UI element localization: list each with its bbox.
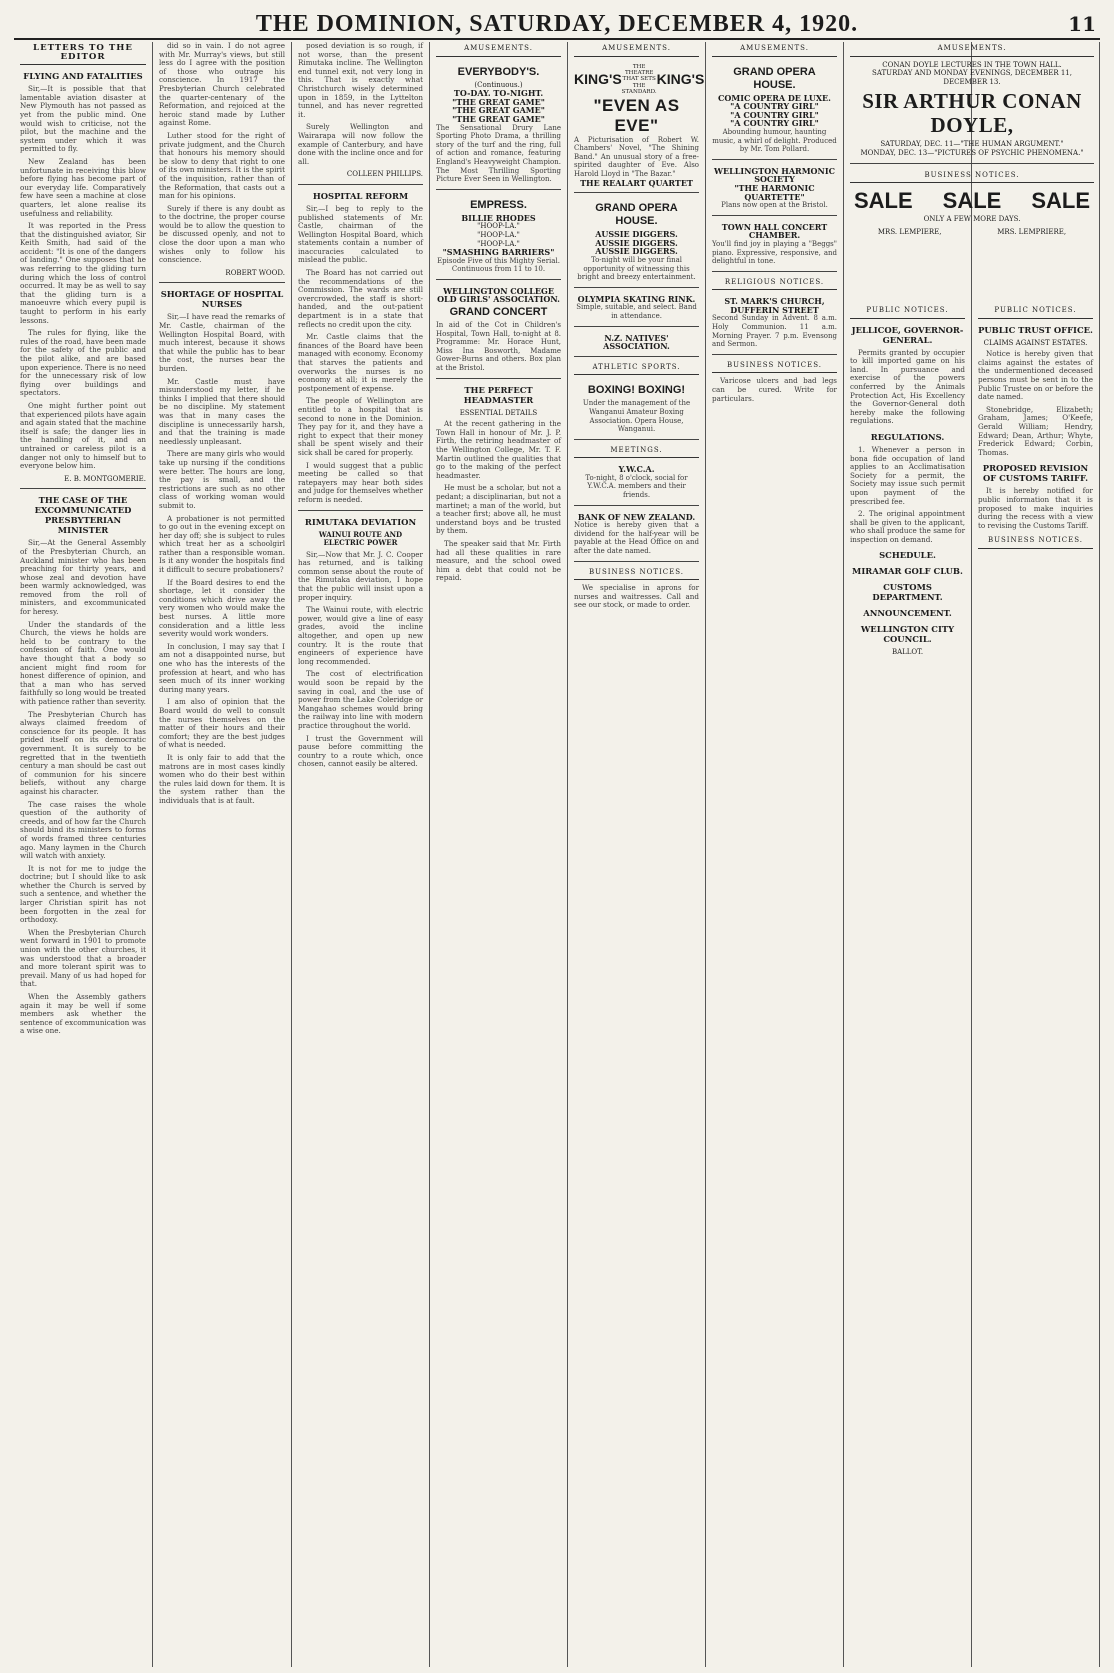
notice-trust-sub: CLAIMS AGAINST ESTATES. [983, 338, 1088, 347]
section-public-notices: PUBLIC NOTICES. [850, 304, 965, 319]
divider [850, 163, 1094, 164]
concert-name: GRAND CONCERT [449, 306, 548, 319]
feature-title: AUSSIE DIGGERS. [595, 237, 678, 248]
feature-title: AUSSIE DIGGERS. [595, 246, 678, 257]
notice-regulations: REGULATIONS. [870, 431, 945, 442]
play-title: "A COUNTRY GIRL" [730, 109, 819, 120]
rink-name: OLYMPIA SKATING RINK. [577, 293, 696, 304]
column-letters-2 [153, 42, 292, 1667]
sale-tagline: ONLY A FEW MORE DAYS. [923, 215, 1021, 224]
headline-headmaster: THE PERFECT HEADMASTER [463, 384, 534, 405]
feature-subtitle: COMIC OPERA DE LUXE. [718, 92, 831, 103]
column-notices-2 [972, 42, 1100, 1667]
column-amusements-2 [568, 42, 706, 1667]
section-religious: RELIGIOUS NOTICES. [712, 276, 837, 291]
sale-banner [850, 187, 1094, 215]
masthead [14, 8, 1100, 40]
ad-copy: Abounding humour, haunting music, a whirl of delight. Produced by Mr. Tom Pollard. [712, 127, 837, 154]
masthead-title: THE DOMINION, SATURDAY, DECEMBER 4, 1920. [255, 11, 859, 37]
feature-star: BILLIE RHODES [461, 212, 536, 223]
shop-name: MRS. LEMPIERE, [877, 227, 942, 236]
section-letters: LETTERS TO THE EDITOR [20, 42, 146, 65]
notice-council: WELLINGTON CITY COUNCIL. [860, 624, 955, 645]
ad-everybodys [436, 61, 561, 190]
signature-letter3: COLLEEN PHILLIPS. [346, 170, 423, 179]
columns [14, 42, 1100, 1667]
subhead-headmaster: ESSENTIAL DETAILS [459, 408, 538, 417]
ad-empress [436, 194, 561, 280]
column-amusements-1 [430, 42, 568, 1667]
ad-harmonic [712, 164, 837, 216]
hall-name: TOWN HALL CONCERT CHAMBER. [721, 221, 828, 241]
notice-trust: PUBLIC TRUST OFFICE. [978, 324, 1093, 335]
ad-copy: Second Sunday in Advent. 8 a.m. Holy Communion. 11 a.m. Morning Prayer. 7 p.m. Evensong and Sermon. [712, 314, 837, 349]
play-title: "A COUNTRY GIRL" [730, 101, 819, 112]
notice-tariff: PROPOSED REVISION OF CUSTOMS TARIFF. [982, 463, 1089, 484]
feature-title: "THE GREAT GAME" [452, 113, 545, 124]
kings-banner [574, 63, 705, 96]
headline-presbyterian: THE CASE OF THE EXCOMMUNICATED PRESBYTERIAN MINISTER [34, 495, 132, 536]
section-amusements: AMUSEMENTS. [850, 42, 1094, 57]
column-letters-3 [292, 42, 430, 1667]
ad-copy: Plans now open at the Bristol. [721, 201, 828, 210]
ywca-title: Y.W.C.A. [618, 464, 655, 475]
feature-title: "HOOP-LA." [477, 230, 520, 239]
sale-word: SALE [942, 188, 1002, 214]
ad-copy: Episode Five of this Mighty Serial. Continuous from 11 to 10. [437, 256, 560, 274]
divider [159, 282, 285, 283]
bank-title: BANK OF NEW ZEALAND. [577, 511, 696, 522]
conan-saturday: SATURDAY, DEC. 11—"THE HUMAN ARGUMENT." [880, 140, 1064, 149]
headline-hospital-reform: HOSPITAL REFORM [312, 190, 409, 201]
notice-ballot: BALLOT. [891, 648, 924, 657]
subhead-rimutaka: WAINUI ROUTE AND ELECTRIC POWER [318, 529, 403, 548]
quartette-name: "THE HARMONIC QUARTETTE" [734, 182, 815, 202]
sale-word: SALE [854, 188, 913, 214]
play-title: "A COUNTRY GIRL" [730, 118, 819, 129]
ad-opera-house [574, 197, 699, 288]
notice-schedule: SCHEDULE. [879, 550, 936, 561]
venue-name: GRAND OPERA HOUSE. [733, 65, 816, 91]
letter-continued-body: did so in vain. I do not agree with Mr. Murray's views, but still less do I agree with the position of those who outrage his conscience. In 1917 the Presbyterian Church celebrated the quarter-centenary of the Reformation, and rejoiced at the heroic stand made by Luther against Rome. Luther stood for the right of private judgment, and the Church that honours his memory should be slow to deny that right to one of its own ministers. It is the spirit of the inquisition, rather than of the Reformation, that casts out a man for his opinions. Surely if there is any doubt as to the doctrine, the proper course would be to allow the question to be discussed openly, and not to close the door upon a man who wishes only to follow his conscience. [159, 42, 285, 265]
ad-college-concert [436, 284, 561, 379]
association-name: WELLINGTON COLLEGE OLD GIRLS' ASSOCIATION. [437, 285, 560, 305]
signature-letter2: ROBERT WOOD. [225, 268, 285, 277]
kings-left: KING'S [574, 71, 622, 88]
ad-band [574, 331, 699, 357]
ad-copy: Simple, suitable, and select. Band in attendance. [576, 303, 697, 320]
notice-governor: JELLICOE, GOVERNOR-GENERAL. [851, 324, 964, 345]
theatre-tagline: (Continuous.) [474, 80, 523, 89]
divider [298, 510, 423, 511]
ad-church [712, 294, 837, 355]
shop-name: MRS. LEMPRIERE, [997, 227, 1067, 236]
notice-governor-body: Permits granted by occupier to kill imported game on his land. In pursuance and exercise of the powers conferred by the Animals Protection Act, His Excellency the Governor-General doth hereby make the following regulations. [850, 347, 965, 426]
theatre-name: EVERYBODY'S. [457, 65, 540, 78]
sale-word: SALE [1031, 188, 1090, 214]
conan-top: CONAN DOYLE LECTURES IN THE TOWN HALL. [882, 60, 1062, 69]
band-name: N.Z. NATIVES' ASSOCIATION. [603, 332, 670, 352]
venue-name: GRAND OPERA HOUSE. [595, 202, 678, 228]
letter-nurses-body: Sir,—I have read the remarks of Mr. Castle, chairman of the Wellington Hospital Board, with much interest, because it shows that while the public has to bear the cost, the nurses bear the burden. Mr. Castle must have misunderstood my letter, if he thinks I implied that there should be no discipline. My statement was that in many cases the discipline is unnecessarily harsh, and that the training is made needlessly unpleasant. There are many girls who would take up nursing if the conditions were better. The hours are long, the pay is small, and the restrictions are such as no other class of working woman would submit to. A probationer is not permitted to go out in the evening except on her day off; she is subject to rules which treat her as a schoolgirl rather than a responsible woman. Is it any wonder the hospitals find it difficult to secure probationers? If the Board desires to end the shortage, let it consider the conditions which drive away the very women who would make the best nurses. A little more consideration and a little less severity would work wonders. In conclusion, I may say that I am not a disappointed nurse, but one who has the interests of the profession at heart, and who has seen much of its inner working during many years. I am also of opinion that the Board would do well to consult the nurses themselves on the matter of their hours and their comfort; they are the best judges of what is needed. It is only fair to add that the matrons are in most cases kindly women who do their best within the rules laid down for them. It is the system rather than the individuals that is at fault. [159, 312, 285, 805]
church-name: ST. MARK'S CHURCH, DUFFERIN STREET [724, 296, 825, 315]
kings-right: KING'S [656, 71, 705, 88]
kings-tagline: THE THEATRE THAT SETS THE STANDARD. [621, 63, 657, 96]
ad-copy: To-night will be your final opportunity of witnessing this bright and breezy entertainment. [577, 255, 696, 282]
ad-skating [574, 292, 699, 327]
letter-presbyterian-body: Sir,—At the General Assembly of the Presbyterian Church, an Auckland minister who has been preaching for thirty years, and whose zeal and devotion have been warmly acknowledged, was removed from the roll of ministers, and excommunicated for heresy. Under the standards of the Church, the views he holds are held to be contrary to the confession of faith. One would have thought that a body so ancient might find room for honest difference of opinion, and that a man who has served faithfully so long would be treated with patience rather than severity. The Presbyterian Church has always claimed freedom of conscience for its people. It has prided itself on its democratic government. It is surely to be regretted that in the twentieth century a man should be cast out of communion for his sincere beliefs, without any charge against his character. The case raises the whole question of the authority of creeds, and of how far the Church should bind its ministers to forms of words framed three centuries ago. Many laymen in the Church will watch with anxiety. It is not for me to judge the doctrine; but I should like to ask whether the Church is served by such a sentence, and whether the larger Christian spirit has not been forgotten in the zeal for orthodoxy. When the Presbyterian Church went forward in 1901 to promote union with the other churches, it was understood that a broader and more tolerant spirit was to prevail. Many of us had hoped for that. When the Assembly gathers again it may be well if some members ask whether the sentence of excommunication was a wise one. [20, 538, 146, 1036]
letter-flying-body: Sir,—It is possible that that lamentable aviation disaster at New Plymouth has not passed as yet from the public mind. One would wish to criticise, not the pilot, but the machine and the system under which it was permitted to fly. New Zealand has been unfortunate in receiving this blow before flying has become part of our everyday life. Comparatively few have seen a machine at close quarters, let alone realise its usefulness and reliability. It was reported in the Press that the distinguished aviator, Sir Keith Smith, had said of the accident: "It is one of the dangers of landing." One supposes that he was referring to the gliding turn during which the loss of control occurred. It may be as well to say that the gliding turn is a manoeuvre which every pupil is taught to perform in his early lessons. The rules for flying, like the rules of the road, have been made for the safety of the public and the pilot alike, and are based upon experience. There is no need for the unnecessary risk of low flying over buildings and spectators. One might further point out that experienced pilots have again and again stated that the machine itself is safe; the danger lies in the handling of it, and an untrained or careless pilot is a danger not only to himself but to everyone below him. [20, 84, 146, 471]
notice-golf: MIRAMAR GOLF CLUB. [852, 566, 963, 577]
letter-hospital-body: Sir,—I beg to reply to the published statements of Mr. Castle, chairman of the Wellington Hospital Board, which statements contain a number of inaccuracies calculated to mislead the public. The Board has not carried out the recommendations of the Commission. The wards are still overcrowded, the staff is short-handed, and the out-patient department is in a state that reflects no credit upon the city. Mr. Castle claims that the finances of the Board have been managed with economy. Economy that starves the patients and overworks the nurses is no economy at all; it is merely the postponement of expense. The people of Wellington are entitled to a hospital that is second to none in the Dominion. They pay for it, and they have a right to expect that their money shall be spent wisely and their sick shall be cared for properly. I would suggest that a public meeting be called so that ratepayers may hear both sides and judge for themselves whether reform is needed. [298, 203, 423, 504]
page-number: 11 [1068, 12, 1096, 36]
ad-copy: Under the management of the Wanganui Amateur Boxing Association. Opera House, Wanganui. [582, 399, 691, 434]
headline-flying: FLYING AND FATALITIES [23, 71, 143, 82]
ad-copy: In aid of the Cot in Children's Hospital, Town Hall, to-night at 8. Programme: Mr. Horace Hunt, Miss Ina Bosworth, Madame Gower-Burns and others. Box plan at the Bristol. [436, 321, 561, 373]
section-amusements: AMUSEMENTS. [574, 42, 699, 57]
notice-regulations-body: 1. Whenever a person in bona fide occupation of land applies to an Acclimatisation Society for a permit, the Society may issue such permit upon payment of the prescribed fee. 2. The original appointment shall be given to the applicant, who shall produce the same for inspection on demand. [850, 444, 965, 544]
notice-customs: CUSTOMS DEPARTMENT. [872, 582, 943, 603]
banner-conan-doyle [844, 42, 1100, 236]
column-amusements-3 [706, 42, 844, 1667]
ad-ywca [574, 462, 699, 505]
conan-monday: MONDAY, DEC. 13—"PICTURES OF PSYCHIC PHENOMENA." [860, 148, 1084, 157]
theatre-name: EMPRESS. [470, 198, 527, 211]
sale-shops [850, 228, 1094, 237]
ad-opera-house-2 [712, 61, 837, 160]
section-athletic: ATHLETIC SPORTS. [574, 361, 699, 376]
ad-bank [574, 510, 699, 562]
ad-boxing [574, 379, 699, 439]
ad-copy: A Picturisation of Robert W. Chambers' Novel, "The Shining Band." An unusual story of a free-spirited daughter of Eve. Also Harold Lloyd in "The Bazar." [574, 135, 699, 178]
section-business: BUSINESS NOTICES. [978, 534, 1093, 549]
column-notices-1 [844, 42, 972, 1667]
headline-rimutaka: RIMUTAKA DEVIATION [304, 516, 417, 527]
ad-town-hall [712, 220, 837, 272]
feature-title: "HOOP-LA." [477, 239, 520, 248]
section-business: BUSINESS NOTICES. [712, 359, 837, 374]
section-amusements: AMUSEMENTS. [712, 42, 837, 57]
section-meetings: MEETINGS. [574, 444, 699, 459]
feature-title: "THE GREAT GAME" [452, 96, 545, 107]
divider [298, 184, 423, 185]
feature-title: "THE GREAT GAME" [452, 105, 545, 116]
theatre-times: TO-DAY. TO-NIGHT. [453, 88, 544, 99]
feature-title-2: "SMASHING BARRIERS" [442, 247, 555, 258]
article-headmaster-body: At the recent gathering in the Town Hall in honour of Mr. J. P. Firth, the retiring headmaster of the Wellington College, Mr. T. F. Martin outlined the qualities that go to the making of the perfect headmaster. He must be a scholar, but not a pedant; a disciplinarian, but not a martinet; a man of the world, but a teacher first; above all, he must understand boys and be trusted by them. The speaker said that Mr. Firth had all these qualities in rare measure, and the school owed him a debt that could not be repaid. [436, 419, 561, 583]
ad-copy: To-night, 8 o'clock, social for Y.W.C.A. members and their friends. [585, 473, 688, 500]
ad-copy: Notice is hereby given that a dividend for the half-year will be payable at the Head Office on and after the date named. [574, 521, 699, 556]
boxing-title: BOXING! BOXING! [587, 384, 686, 397]
quartet-name: THE REALART QUARTET [580, 177, 693, 188]
column-letters [14, 42, 153, 1667]
section-amusements: AMUSEMENTS. [436, 42, 561, 57]
ad-kings [574, 61, 705, 194]
notice-tariff-body: It is hereby notified for public information that it is proposed to make inquiries during the recess with a view to revising the Customs Tariff. [978, 486, 1093, 530]
divider [20, 488, 146, 489]
notice-announcement: ANNOUNCEMENT. [863, 608, 952, 619]
feature-title: "EVEN AS EVE" [593, 95, 680, 135]
section-public-notices: PUBLIC NOTICES. [978, 304, 1093, 319]
headline-nurses: SHORTAGE OF HOSPITAL NURSES [160, 289, 284, 310]
signature-letter1: E. B. MONTGOMERIE. [64, 474, 146, 483]
notice-trust-body: Notice is hereby given that claims against the estates of the undermentioned deceased persons must be sent in to the Public Trustee on or before the date named. Stonebridge, Elizabeth; Graham, James; O'Keefe, Gerald William; Hendry, Edward; Dean, Arthur; Whyte, Frederick Edward; Corbin, Thomas. [978, 349, 1093, 457]
conan-dates: SATURDAY AND MONDAY EVENINGS, DECEMBER 11, DECEMBER 13. [872, 69, 1072, 86]
feature-title: AUSSIE DIGGERS. [595, 229, 678, 240]
letter-continued-body-3: posed deviation is so rough, if not worse, than the present Rimutaka incline. The Wellington end tunnel exit, not very long in this. That is exactly what Christchurch wisely determined upon in 1859, in the Lyttelton tunnel, and has never regretted it. Surely Wellington and Wairarapa will now follow the example of Canterbury, and have done with the incline once and for all. [298, 42, 423, 166]
business-copy: Varicose ulcers and bad legs can be cured. Write for particulars. [712, 376, 837, 403]
letter-rimutaka-body: Sir,—Now that Mr. J. C. Cooper has returned, and is talking common sense about the route of the Rimutaka deviation, I hope that the public will insist upon a proper inquiry. The Wainui route, with electric power, would give a line of easy grades, avoid the incline altogether, and open up new country. It is the route that engineers of experience have long recommended. The cost of electrification would soon be repaid by the saving in coal, and the use of power from the Lake Coleridge or Mangahao schemes would bring the railway into line with modern practice throughout the world. I trust the Government will pause before committing the country to a route which, once chosen, cannot easily be altered. [298, 549, 423, 769]
ad-copy: The Sensational Drury Lane Sporting Photo Drama, a thrilling story of the turf and the ring, full of action and romance, featuring England's Heavyweight Champion. The Most Thrilling Sporting Picture Ever Seen in Wellington. [436, 123, 561, 184]
society-name: WELLINGTON HARMONIC SOCIETY [714, 165, 835, 185]
section-business: BUSINESS NOTICES. [574, 566, 699, 581]
business-copy: We specialise in aprons for nurses and waitresses. Call and see our stock, or made to order. [574, 583, 699, 610]
conan-name: SIR ARTHUR CONAN DOYLE, [862, 89, 1082, 138]
section-business: BUSINESS NOTICES. [850, 169, 1094, 184]
feature-title: "HOOP-LA." [477, 222, 520, 231]
ad-copy: You'll find joy in playing a "Beggs" piano. Expressive, responsive, and delightful in tone. [712, 239, 837, 266]
